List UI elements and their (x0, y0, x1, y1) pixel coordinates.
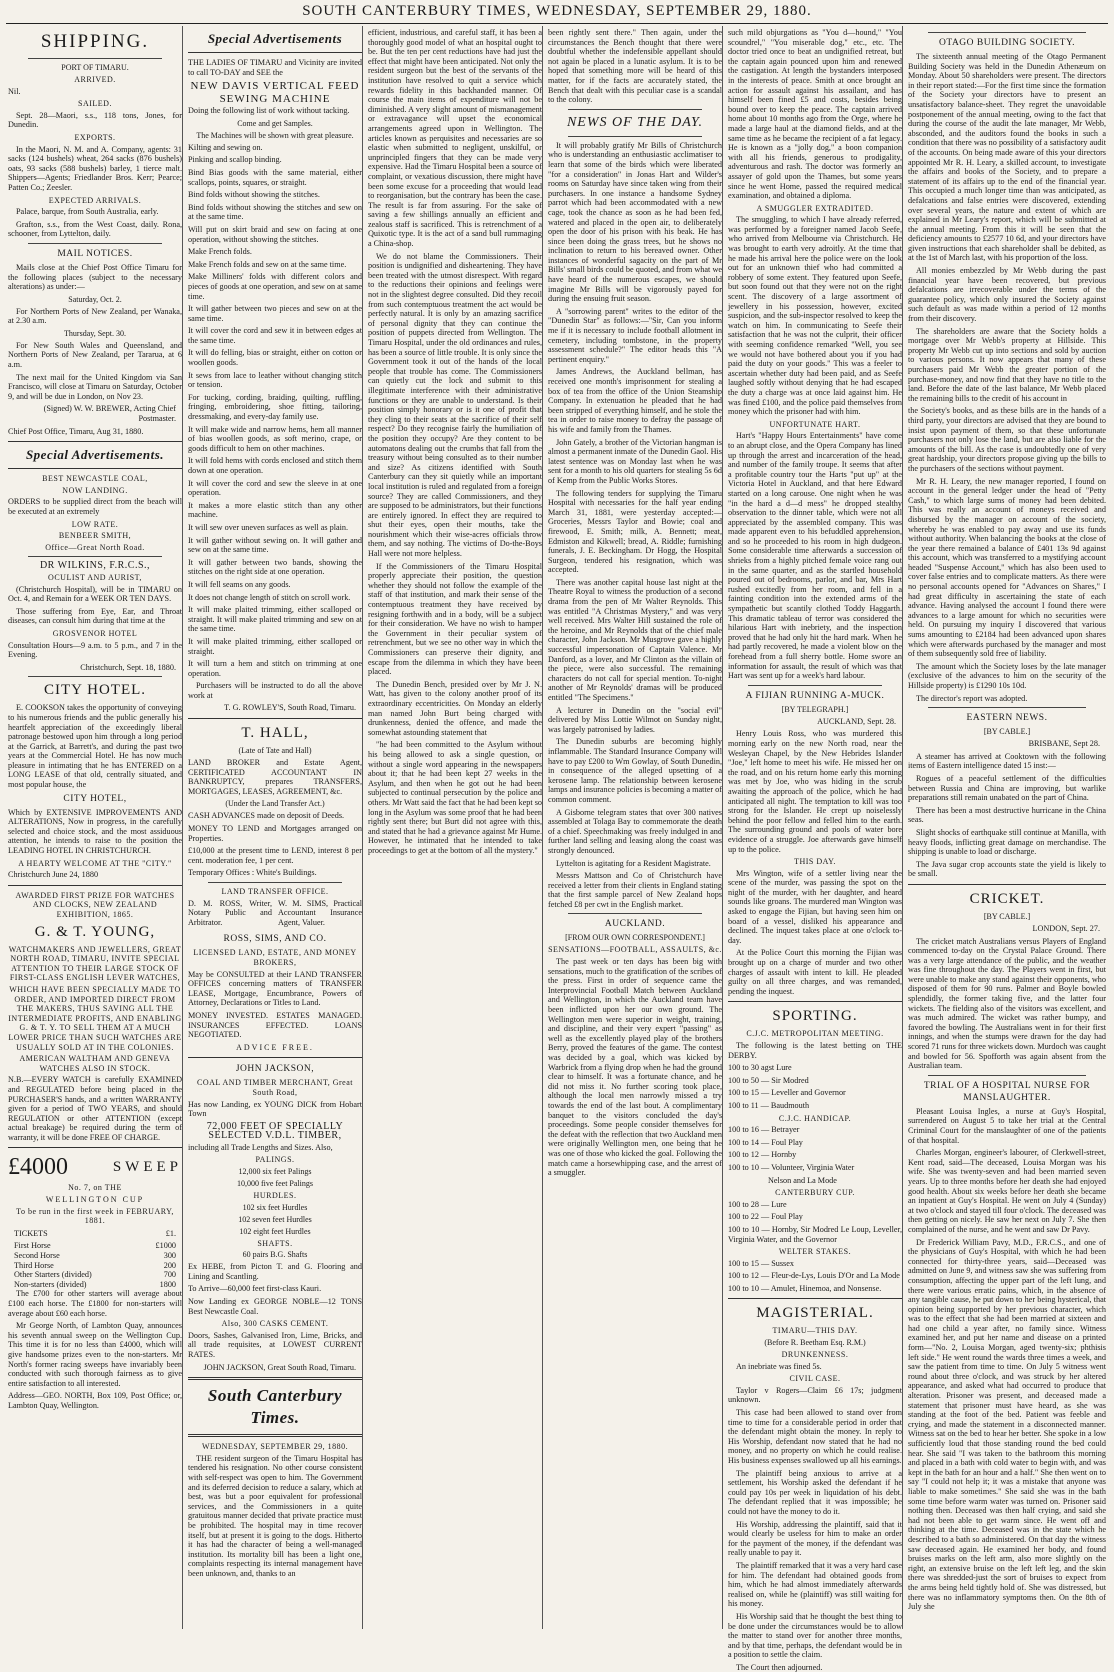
mail-text: For Northern Ports of New Zealand, per Wanaka, at 2.30 a.m. (8, 306, 182, 326)
jackson-hurdles-label: HURDLES. (253, 1191, 297, 1201)
prize-row (14, 1270, 176, 1280)
magisterial-sub: (Before R. Beetham Esq. R.M.) (764, 1338, 866, 1348)
divider (188, 52, 362, 53)
prize-value: 200 (163, 1260, 176, 1270)
coal-heading: BEST NEWCASTLE COAL, (42, 474, 148, 484)
otago-text: The shareholders are aware that the Society holds a mortgage over Mr Webb's property at Hillside. This property Mr Webb cut up into sections and sold by auction to various persons. It now appears that many of these purchasers paid Mr Webb the greater portion of the purchase-money, and now find that they have no title to the land. Before the date of the last balance, Mr Webb placed the remaining bills to the credit of his account in (908, 326, 1106, 403)
hotel-name: CITY HOTEL, (63, 793, 127, 804)
column-rule (722, 26, 723, 1629)
news-item: A "sorrowing parent" writes to the editor of the "Dunedin Star" as follows:—"Sir, Can you inform me if it is necessary to include football allotment in cemetery, including tombstone, in the property assessment schedule?" The editor heads this "A pertinent enquiry." (548, 306, 722, 364)
sweep-number: No. 7, on THE (68, 1183, 122, 1193)
fijian-dateline: AUCKLAND, Sept. 28. (817, 716, 896, 726)
jackson-item: 10,000 five feet Palings (237, 1179, 313, 1189)
land-transfer-heading: LAND TRANSFER OFFICE. (221, 887, 329, 896)
sweep-header (8, 1153, 182, 1181)
eastern-news-heading: EASTERN NEWS. (966, 713, 1048, 724)
sweep-run: To be run in the first week in FEBRUARY, 1881. (16, 1206, 174, 1226)
eastern-text: Rogues of a peaceful settlement of the difficulties between Russia and China are improving, but warlike preparations still remain unabated on the part of China. (908, 773, 1106, 803)
work-item: For tucking, cording, braiding, quilting, ruffling, fringing, embroidering, shoe fitting, tailoring, dressmaking, and every-day family use. (188, 392, 362, 422)
fijian-text: Henry Louis Ross, who was murdered this morning early on the new North road, near the Wesleyan Chapel, by the New Hebrides Islander "Joe," left home to meet his wife. He missed her on the road, and on his return home early this morning was met by Joe, who was hiding in the scrub awaiting the approach of the police, which he had anticipated all night. The temptation to kill was too strong for the Islander. He crept up noiselessly behind the poor fellow and felled him to the earth. The surrounding ground and pools of water bore evidence of a struggle. Joe afterwards gave himself up to the police. (728, 729, 902, 854)
court-text: His Worship, addressing the plaintiff, said that it would clearly be useless for him to make an order for the payment of the money, if the defendant was really unable to pay it. (728, 1519, 902, 1558)
work-list (188, 143, 362, 679)
court-text: An inebriate was fined 5s. (736, 1361, 822, 1371)
betting-line: 100 to 10 — Amulet, Hinemoa, and Nonsense. (728, 1283, 882, 1293)
ladies-sub: Come and get Samples. (237, 118, 313, 128)
doctor-hotel: GROSVENOR HOTEL (52, 628, 138, 638)
prize-value: 1800 (159, 1279, 176, 1289)
young-american: AMERICAN WALTHAM AND GENEVA WATCHES ALSO IN STOCK. (19, 1054, 171, 1073)
jackson-timber: 72,000 FEET OF SPECIALLY SELECTED V.D.L. TIMBER, (206, 1120, 344, 1142)
news-item: The Dunedin suburbs are becoming highly inflammable. The Standard Insurance Company will have to pay £200 to Wm Gowlay, of South Dunedin, in consequence of the alleged upsetting of a kerosene lamp. The relationship between kerosene lamps and insurance policies is becoming a matter of common comment. (548, 737, 722, 804)
divider (748, 685, 882, 686)
magisterial-sub: TIMARU—THIS DAY. (772, 1326, 858, 1336)
prize-row (14, 1280, 176, 1290)
doctor-text: (Christchurch Hospital), will be in TIMARU on Oct. 4, and Remain for a WEEK OR TEN DAYS. (8, 584, 182, 604)
nameplate: South Canterbury Times. (207, 1386, 343, 1428)
work-item: Make French folds. (188, 247, 252, 257)
news-item: James Andrews, the Auckland bellman, has received one month's imprisonment for stealing a box of tea from the office of the Union Steamship Company. In extenuation he pleaded that he had been stripped of everything himself, and he stole the tea in order to raise money to defray the passage of his wife and family from the Thames. (548, 367, 722, 434)
trial-text: Dr Frederick William Pavy, M.D., F.R.C.S., and one of the physicians of Guy's Hospital, with which he had been connected for thirty-three years, said—Deceased was admitted on June 9, and witness saw she was suffering from consumption, affecting the upper part of the left lung, and there were various erratic pains, which, in the absence of any tangible cause, he put down to her being hysterical, that opinion being supported by her previous character, which was to the effect that she had been married at sixteen and had one child a year after, no family since. Witness examined her, and put her name and disease on a printed form—"No. 2, Louisa Morgan, aged twenty-six; phthisis left side." He went round the wards three times a week, and saw the patient from time to time. On July 5 witness went round about three o'clock, and was struck by her altered appearance, and asked what had occurred to produce that alteration. Prisoner was present, and deceased made a statement that prisoner must have heard, as she was standing at the foot of the bed. Patient was feeble and crying, and made the statement in a disconnected manner. Witness sat on the bed to hear her better. She spoke in a low sufficiently loud that those standing round the bed could hear. She said "I was taken to the bathroom this morning and placed in a bath with cold water to begin with, and was kept in the bath for an hour and a half." She then went on to say "I could not help it; it was a mistake that anyone was liable to make sometimes." She said she was in the bath some time before warm water was turned on. Prisoner said nothing then. Deceased was then half crying, and said she had not been able to get warm since. He went off and thinking at the time. Deceased was in the state which he described to a bath so administered. On that day the witness saw deceased again. He examined her body, and found bruises marks on the left arm, also more slightly on the right, an extensive bruise on the left left leg, and the skin there was shredded-just the sort of bruises to expect from the arms being held tightly hold of. She was distressed, but there was no inflammatory symptoms then. On the 8th of July she (908, 1237, 1106, 1612)
divider (928, 1075, 1086, 1076)
prize-value: 700 (163, 1270, 176, 1280)
divider (8, 1147, 182, 1148)
jackson-item: 12,000 six feet Palings (238, 1167, 312, 1177)
cup-label: CANTERBURY CUP. (775, 1188, 855, 1198)
court-text: The plaintiff remarked that it was a very hard case for him. The defendant had obtained goods from him, which he had almost immediately afterwards realised on, while he (plaintiff) was still waiting for his money. (728, 1560, 902, 1609)
otago-text: The director's report was adopted. (916, 693, 1028, 703)
auckland-heading: AUCKLAND. (604, 919, 666, 930)
betting-line: 100 to 11 — Baudmouth (728, 1100, 810, 1110)
jackson-item: 102 seven feet Hurdles (238, 1214, 312, 1224)
sailed-text: Sept. 28—Maori, s.s., 118 tons, Jones, for Dunedin. (8, 110, 182, 130)
jackson-item: 102 six feet Hurdles (242, 1202, 308, 1212)
magisterial-heading: MAGISTERIAL. (756, 1305, 874, 1322)
betting-line: 100 to 10 — Hornby, Sir Modred Le Loup, Leveller, Virginia Water, and the Governor (728, 1224, 902, 1244)
auckland-text: The smuggling, to which I have already referred, was performed by a foreigner named Jacob Seefe, who arrived from Melbourne via Christchurch. He was brought to earth very adroitly. At the time that he made his arrival here the police were on the look out for an unknown thief who had committed a robbery of some extent. They featured upon Seefe, but soon found out that they were not on the right scent. The discovery of a large assortment of jewellery in his possession, however, excited suspicion, and the sub-inspector resolved to keep the watch on him. In communicating to Seefe their satisfaction that he was not the culprit, their officer with seeming confidence remarked "Well, you see we would not have bothered about you if you had paid the duty on your goods." This was a feeler to ascertain whether duty had been paid, and as Seefe laughed softly without denying that he had escaped the duty a charge was at once laid against him. He was fined £100, and the police paid themselves from money which the prisoner had with him. (728, 215, 902, 417)
ladies-signature: T. G. ROWLEY'S, South Road, Timaru. (224, 703, 356, 713)
hall-money: £10,000 at the present time to LEND, interest 8 per cent. moderation fee, 1 per cent. (188, 846, 362, 865)
editorial-text: efficient, industrious, and careful staff, it has been a thoroughly good model of what an hospital ought to be. But the ten per cent reductions have had just the effect that might have been anticipated. Not only the resident surgeon but the best of the servants of the institution have resolved to quit a service which rewards fidelity in this backhanded manner. Of course the main items of expenditure will not be diminished. A very slight amount of mismanagement or extravagance will upset the economical arrangements agreed upon in Wellington. The articles known as perquisites and necessaries are so elastic when submitted to negligent, unskilful, or unprincipled fingers that they can be made very expensive. Had the Timaru Hospital been a source of complaint, or vexatious discussion, there might have been some excuse for a proceeding that would lead to reorganisation, but the contrary has been the case. The result is far from assuring. For the sake of saving a few shillings annually an efficient and zealous staff is sacrificed. This is retrenchment of a Quixotic type. It is the act of a sand bull rummaging a China-shop. (368, 28, 542, 249)
divider (728, 1298, 902, 1299)
work-item: It will gather between two pieces and sew on at the same time. (188, 304, 362, 323)
eastern-text: The Java sugar crop accounts state the yield is likely to be small. (908, 859, 1106, 879)
young-nb: N.B.—EVERY WATCH is carefully EXAMINED and REGULATED before being placed in the PURCHASER'S hands, and a written WARRANTY given for a period of TWO YEARS, and should REGULATION or other ATTENTION (except actual breakage) be required during the term of warranty, it will be done FREE OF CHARGE. (8, 1075, 182, 1142)
cricket-heading: CRICKET. (969, 890, 1045, 907)
auckland-sub: [FROM OUR OWN CORRESPONDENT.] (565, 933, 705, 943)
auckland-text: The past week or ten days has been big with sensations, much to the gratification of the scribes of the press. First in order of sequence came the Interprovincial Football Match between Auckland and Wellington, in which the Auckland team have been inflicted upon her our own ground. The Wellington men were superior in weight, training, and discipline, and their very expert "passing" as well as the excellently played play of the brothers Berry, proved the features of the game. The contest was decided by a goal, which was kicked by Warbrick from a flying drop when he had the ground clear to himself. It was a fortunate chance, and he did not miss it. No further scoring took place, although the local men narrowly missed a try towards the end of the last bout. A complimentary banquet to the visitors concluded the day's proceedings. Some people consider themselves for the defeat with the reflection that two Auckland men were originally Wellington men, one being that he was one of those who kicked the goal. Following the match came a horsewhipping case, and the arrest of a smuggler. (548, 957, 722, 1178)
betting-line: 100 to 12 — Hornby (728, 1150, 797, 1160)
fijian-text: At the Police Court this morning the Fijian was brought up on a charge of murder and two other charges of assault with intent to kill. He pleaded guilty on all three charges, and was remanded, pending the inquest. (728, 948, 902, 996)
sweep-word: SWEEP (112, 1158, 182, 1175)
editorial-text: "he had been committed to the Asylum without his being allowed to ask a single question, or without a single word appearing in the newspapers about it; that he had been kept 27 weeks in the Asylum, and then when he got out he had been subjected to continual persecution by the police and others. Mr Watt said the fact that he had been kept so long in the Asylum was some proof that he had been rightly sent there; but Burt did not agree with this, and stated that he had a grievance against Mr Hume. However, he intimated that he intended to take proceedings to get at the bottom of all the mystery." (368, 740, 542, 855)
news-item: Messrs Mattson and Co of Christchurch have received a letter from their clients in England stating that the first sample parcel of New Zealand hops fetched £8 per cwt in the English market. (548, 871, 722, 909)
otago-text: The sixteenth annual meeting of the Otago Permanent Building Society was held in the Dunedin Athenæum on Monday. About 50 shareholders were present. The directors in their report stated:—For the first time since the formation of the Society your directors have to present an unsatisfactory balance-sheet. They regret the unavoidable postponement of the annual meeting, owing to the fact that during the course of the audit the late manager, Mr Webb, absconded, and the auditors found the books in such a condition that there was no possibility of a satisfactory audit of the accounts. On being made aware of this your directors appointed Mr R. H. Leary, a skilled account, to investigate the affairs and books of the Society, and to prepare a statement of its affairs up to the end of the financial year. This occupied a much longer time than was anticipated, as defalcations and false entries were discovered, extending over several years, the nature and extent of which are explained in Mr Leary's report, which will be submitted at the annual meeting. From this it will be seen that the deficiency amounts to £2577 10 6d, and your directors have given instructions that each shareholder shall be debited, as at the 1st of March last, with his proportion of the loss. (908, 52, 1106, 263)
mail-text: For New South Wales and Queensland, and Northern Ports of New Zealand, per Tararua, at 6 a.m. (8, 340, 182, 370)
work-item: It sews from lace to leather without changing stitch or tension. (188, 370, 362, 390)
work-item: It will cover the cord and sew the sleeve in at one operation. (188, 478, 362, 498)
court-text: The plaintiff being anxious to arrive at a settlement, his Worship asked the defendant if he could pay 10s per week in liquidation of his debt. The defendant replied that it was impossible; he could not have the money to do it. (728, 1468, 902, 1516)
masthead: SOUTH CANTERBURY TIMES, WEDNESDAY, SEPTEMBER 29, 1880. (302, 3, 812, 19)
coal-address: Office—Great North Road. (45, 542, 145, 552)
trial-heading: TRIAL OF A HOSPITAL NURSE FOR MANSLAUGHTER. (923, 1080, 1091, 1103)
sailed-label: SAILED. (78, 99, 112, 109)
jackson-item: 102 eight feet Hurdles (239, 1226, 311, 1236)
exports-text: In the Maori, N. M. and A. Company, agents: 31 sacks (124 bushels) wheat, 264 sacks (876 bushels) oats, 93 sacks (588 bushels) barley, 1 tierce malt. Shippers—Agents; Friedlander Bros. Kerr; Pearce; Patten Co.; Zeesler. (8, 144, 182, 192)
otago-building-society (908, 32, 1106, 403)
betting-line: 100 to 30 agst Lure (728, 1063, 792, 1073)
mail-signature: (Signed) W. W. BREWER, Acting Chief Postmaster. (43, 404, 176, 424)
welter-label: WELTER STAKES. (778, 1247, 852, 1257)
divider (188, 1434, 362, 1437)
betting-line: 100 to 22 — Foul Play (728, 1212, 803, 1222)
otago-text: Mr R. H. Leary, the new manager reported, I found on account in the general ledger under the head of "Petty Cash," to which large sums of money had been debited. This was really an account of moneys received and disbursed by the manager on account of the society, whereby he was enabled to pay away and use its funds without authority. When balancing the books at the close of the year there remained a balance of £401 13s 9d against this account, which was transferred to a mystifying account headed "Suspense Account," which has also been used to cover false entries and to complicate matters. As there were no personal accounts opened for "Advances on Shares," I had great difficulty in ascertaining the state of each advance. Having analysed the account I found there were advances to a large amount for which no securities were held. On pursuing my inquiry I discovered that various sums amounting to £2184 had been advanced upon shares which were afterwards purchased by the manager and most of them subsequently sold free of liability. (908, 476, 1106, 659)
column-rule (902, 26, 903, 1629)
work-item: Pinking and scallop binding. (188, 155, 282, 165)
auckland-caps: SENSATIONS—FOOTBALL, ASSAULTS, &c. (548, 945, 722, 955)
ladies-text: Doing the following list of work without tacking. (188, 106, 350, 116)
betting-line: 100 to 16 — Betrayer (728, 1125, 800, 1135)
ladies-footer: Purchasers will be instructed to do all the above work at (188, 681, 362, 700)
ladies-sub: The Machines will be shown with great pleasure. (196, 130, 354, 140)
divider (728, 1001, 902, 1002)
handicap-label: C.J.C. HANDICAP. (778, 1113, 852, 1123)
work-item: It will make wide and narrow hems, hem all manner of bias woollen goods, as soft merino, crape, or goods difficult to hem on other machines. (188, 424, 362, 453)
sporting-text: The following is the latest betting on THE DERBY. (728, 1041, 902, 1060)
unfortunate-heading: UNFORTUNATE HART. (769, 419, 861, 429)
divider (208, 882, 342, 883)
eastern-dateline: BRISBANE, Sept 28. (1028, 739, 1100, 749)
mail-date: Saturday, Oct. 2. (68, 294, 122, 304)
work-item: Make Milliners' folds with different colors and pieces of goods at one operation, and sew on at same time. (188, 272, 362, 301)
mail-text: Mails close at the Chief Post Office Timaru for the following places (subject to the necessary alterations) as under:— (8, 262, 182, 292)
hotel-welcome: A HEARTY WELCOME AT THE "CITY." (18, 858, 172, 868)
prize-label: First Horse (14, 1241, 51, 1251)
work-item: It will make plaited trimming, either scalloped or straight. (188, 636, 362, 656)
cricket-dateline: LONDON, Sept. 27. (1032, 923, 1100, 933)
sweep-cup: WELLINGTON CUP (45, 1195, 145, 1205)
award-heading: AWARDED FIRST PRIZE FOR WATCHES AND CLOCKS, NEW ZEALAND EXHIBITION, 1865. (15, 890, 175, 919)
column-rule (542, 26, 543, 1629)
editorial-text: The Dunedin Bench, presided over by Mr J. N. Watt, has given to the colony another proof of its extraordinary eccentricities. On Monday an elderly man named John Burt being charged with drunkenness, denied the offence, and made the somewhat astounding statement that (368, 679, 542, 737)
coal-rate: LOW RATE. (71, 519, 119, 529)
divider (8, 885, 182, 886)
arrived-text: Nil. (8, 86, 21, 96)
court-text: This case had been allowed to stand over from time to time for a considerable period in order that the defendant might obtain the money. In reply to His Worship, defendant now stated that he had no money, and no property on which he could realise. His business expenses swallowed up all his earnings. (728, 1408, 902, 1465)
prize-value: £1000 (155, 1241, 176, 1251)
eastern-text: Slight shocks of earthquake still continue at Manilla, with heavy floods, inflicting great damage on merchandise. The shipping is unable to load or discharge. (908, 827, 1106, 857)
drunkenness-label: DRUNKENNESS. (781, 1350, 849, 1360)
ross-text: May be CONSULTED at their LAND TRANSFER OFFICES concerning matters of TRANSFER LEASE, Mortgage, Encumbrance, Powers of Attorney, Declarations or Titles to Land. (188, 969, 362, 1008)
hotel-date: Christchurch June 24, 1880 (8, 870, 99, 880)
divider (188, 1057, 362, 1058)
prize-row (14, 1241, 176, 1251)
editorial-text: We do not blame the Commissioners. Their position is undignified and disheartening. They have been treated with the utmost disrespect. With regard to the reductions their opinions and feelings were not in the slightest degree consulted. Did they recoil from such contemptuous treatment the act would be perfectly natural. It is only by an amazing sacrifice of personal dignity that they can continue the position of puppets directed from Wellington. The Timaru Hospital, under the old ordinances and rules, has been a source of little trouble. It is only since the Government took it out of the hands of the local people that trouble has come. The Commissioners can quietly cut the lock and submit to this illegitimate interference with their administrative functions or they are unable to understand. Is their position simply honorary or is it one of profit that they cling to their seats at the sacrifice of their self respect? Do they recognise fairly the humiliation of the position they occupy? Are they content to be automatons dealing out the crumbs that fall from the treasury without being consulted as to their number and size? As citizens identified with South Canterbury can they sit quietly while an important local institution is ruled and regulated from a foreign source? They are called Commissioners, and they are supposed to be administrators, but their functions are entirely ignored. In effect they are required to shut their eyes, open their mouths, take the nourishment which their wise-acres officials throw them, and say nothing. The victims of Do-the-Boys Hall were not more helpless. (368, 251, 542, 559)
news-item: There was another capital house last night at the Theatre Royal to witness the production of a second drama from the pen of Mr Walter Reynolds. This was entitled "A Christmas Mystery," and was very well received. Mrs Walter Hill sustained the role of the heroine, and Mr Reynolds that of the chief male character, John Jackson. Mr Musgrove gave a highly successful impersonation of Captain Valence. Mr Danford, as a lover, and Mr Clinton as the villain of the piece, were also successful. The remaining characters do not call for special mention. To-night another of Mr Reynolds' dramas will be produced entitled "The Specimens." (548, 577, 722, 702)
divider (928, 32, 1086, 33)
arrived-label: ARRIVED. (74, 75, 116, 84)
masthead-rule (6, 23, 1108, 24)
jackson-shafts-label: SHAFTS. (257, 1238, 293, 1248)
coal-name: BENBEER SMITH, (58, 531, 132, 541)
otago-text: The amount which the Society loses by the late manager (exclusive of the advances to him on the security of the Hillside property) is £1290 10s 10d. (908, 661, 1106, 690)
special-ads-heading: Special Advertisements. (25, 447, 165, 463)
column-rule (362, 26, 363, 1629)
jackson-heading: JOHN JACKSON, (235, 1064, 315, 1075)
divider (928, 707, 1086, 708)
betting-line: 100 to 10 — Volunteer, Virginia Water (728, 1162, 855, 1172)
hall-sub: (Late of Tate and Hall) (238, 746, 312, 756)
jackson-cement: Also, 300 CASKS CEMENT. (221, 1319, 329, 1329)
otago-text: the Society's books, and as these bills are in the hands of a third party, your directors are advised that they are bound to insist upon payment of them, so that these unfortunate purchasers not only lose the land, but are also liable for the amounts of the bill. As the case is undoubtedly one of very great hardship, your directors propose giving up the bills to the purchasers of the sections without payment. (908, 406, 1106, 473)
doctor-text: Those suffering from Eye, Ear, and Throat diseases, can consult him during that time at the (8, 606, 182, 626)
ross-text: LICENSED LAND, ESTATE, AND MONEY BROKERS, (193, 948, 357, 967)
news-of-the-day-heading: NEWS OF THE DAY. (566, 114, 704, 130)
ladies-text: THE LADIES OF TIMARU and Vicinity are invited to call TO-DAY and SEE the (188, 58, 362, 77)
otago-text: All monies embezzled by Mr Webb during the past financial year have been recovered, but previous defalcations are irrecoverable under the terms of the guarantee policy, which only insured the Society against such default as was made within a period of 12 months from their discovery. (908, 266, 1106, 324)
doctor-heading: DR WILKINS, F.R.C.S., (39, 560, 151, 572)
hall-money: MONEY TO LEND and Mortgages arranged on Properties. (188, 824, 362, 843)
sweep-address: Address—GEO. NORTH, Box 109, Post Office; or, Lambton Quay, Wellington. (8, 1391, 182, 1410)
jackson-text: Has now Landing, ex YOUNG DICK from Hobart Town (188, 1099, 362, 1119)
betting-line: 100 to 12 — Fleur-de-Lys, Louis D'Or and La Mode (728, 1271, 900, 1281)
betting-line: Nelson and La Mode (768, 1175, 837, 1185)
jackson-text: Ex HEBE, from Picton T. and G. Flooring and Lining and Scantling. (188, 1262, 362, 1281)
auckland-text: Hart's "Happy Hours Entertainments" have come to an abrupt close, and the Opera Company has lined up through the arrest and incarceration of the head, and number of the family troupe. It seems that after a profitable country tour the Harts "put up" at the Victoria Hotel in Auckland, and that here Edward started on a long carouse. One night when he was "in the hard a d—d mess" he dropped stealthy observation to the dinner table, which were not all appreciated by the assembled company. This was made apparent even to his befuddled apprehension, and so he proceeded to his room in high dudgeon. Some considerable time afterwards a succession of shrieks from a highly pitched female voice rang out in the same quarter, and as the startled household poured out of bedrooms, parlor, and bar, Mrs Hart rushed excitedly from her room, and fell in a fainting condition into the extended arms of the sympathetic but scantily clothed Toddy Haggarth. This dramatic tableau of terror was considered the hilarious Hart with inebriety, and the inspection proved that he had only hit the hard mark. When he had partly recovered, he made a violent blow on the forehead from a full sherry bottle. Home swore an information for assault, the result of which was that Hart was sent up for a week's hard labour. (728, 431, 902, 681)
divider (568, 136, 702, 137)
hotel-text: E. COOKSON takes the opportunity of conveying to his numerous friends and the public generally his heartfelt appreciation of the exceedingly liberal patronage bestowed upon him through a long period at the Garrick, at Barrett's, and during the past two years at the Commercial Hotel. He has now much pleasure in intimating that he has ENTERED on a LONG LEASE of that old, centrally situated, and most popular house, the (8, 703, 182, 790)
work-item: Bind Bias goods with the same material, either scallops, points, squares, or straight. (188, 167, 362, 187)
doctor-sub: OCULIST AND AURIST, (48, 572, 142, 582)
column-6 (908, 28, 1106, 1628)
eastern-text: There has been a most destructive hurricane in the China seas. (908, 805, 1106, 825)
ross-sims-partners (188, 899, 362, 931)
civil-case-label: CIVIL CASE. (789, 1374, 841, 1384)
tickets-label: TICKETS (14, 1228, 48, 1238)
jackson-text: Now Landing ex GEORGE NOBLE—12 TONS Best Newcastle Coal. (188, 1297, 362, 1316)
column-3 (368, 28, 542, 1628)
betting-line: 100 to 28 — Lure (728, 1199, 787, 1209)
sweep-text: Mr George North, of Lambton Quay, announces his seventh annual sweep on the Wellington Cup. This time it is for no less than £4000, which will give handsome prizes even to the non-starters. Mr North's former racing sweeps have invariably been conducted with such thorough fairness as to give entire satisfaction to all interested. (8, 1321, 182, 1388)
prize-value: 300 (163, 1251, 176, 1261)
tickets-value: £1. (165, 1228, 176, 1238)
mail-text: The next mail for the United Kingdom via San Francisco, will close at Timaru on Saturday, October 9, and will be due in London, on Nov 23. (8, 372, 182, 401)
prize-label: Non-starters (divided) (14, 1279, 87, 1289)
coal-text: ORDERS to be supplied direct from the beach will be executed at an extremely (8, 497, 182, 516)
divider (188, 1377, 362, 1380)
prize-label: Second Horse (14, 1251, 60, 1261)
fijian-heading: A FIJIAN RUNNING A-MUCK. (745, 690, 885, 701)
work-item: Bind folds without showing the stitches and sew on at the same time. (188, 202, 362, 222)
jackson-palings-label: PALINGS. (255, 1155, 295, 1165)
doctor-hours: Consultation Hours—9 a.m. to 5 p.m., and 7 in the Evening. (8, 640, 182, 660)
young-heading: G. & T. YOUNG, (34, 923, 156, 940)
work-item: Make French folds and sew on at the same time. (188, 259, 347, 269)
betting-line: 100 to 14 — Foul Play (728, 1137, 803, 1147)
work-item: It will fell seams on any goods. (188, 579, 291, 589)
cricket-text: The cricket match Australians versus Players of England commenced to-day on the Crystal Palace Ground. There was a very large attendance of the public, and the weather was fine throughout the day. The Players went in first, but were unable to make any stand against their opponents, who disposed of them for 90 runs. Palmer and Boyle bowled splendidly, the former taking five, and the latter four wickets. The fielding also of the visitors was excellent, and was much admired. The wicket was rather bumpy, and favored the bowling. The Australians went in for their first innings, and when the stumps were drawn for the day had scored 71 runs for three wickets down. Murdoch was caught and bowled for 56. Spofforth was again absent from the Australian team. (908, 936, 1106, 1071)
jackson-sub: COAL AND TIMBER MERCHANT, Great South Road, (196, 1078, 353, 1097)
exports-label: EXPORTS. (74, 132, 116, 142)
article-text: been rightly sent there." Then again, under the circumstances the Bench thought that there were doubtful whether the indefensible appellant should not again be placed in a lunatic asylum. It is to be hoped that something more will be heard of this matter, for if the facts are accurately stated, the Bench that dealt with this peculiar case is a scandal to the colony. (548, 28, 722, 105)
court-text: His Worship said that he thought the best thing to be done under the circumstances would be to allow the matter to stand over for another three months, and by that time, perhaps, the defendant would be in a position to settle the claim. (728, 1611, 902, 1660)
this-day-heading: THIS DAY. (794, 857, 836, 867)
jackson-signature: JOHN JACKSON, Great South Road, Timaru. (203, 1362, 356, 1372)
news-item: John Gately, a brother of the Victorian hangman is almost a permanent inmate of the Dunedin Gaol. His latest sentence was on Monday last when he was sent for a month to his old quarters for stealing 5s 6d of Kemp from the Public Works Stores. (548, 437, 722, 485)
young-sub: WATCHMAKERS AND JEWELLERS, GREAT NORTH ROAD, TIMARU, INVITE SPECIAL ATTENTION TO THEIR LARGE STOCK OF FIRST-CLASS ENGLISH LEVER WATCHES, (8, 944, 182, 983)
auckland-text: such mild objurgations as "You d—hound," "You scoundrel," "You miserable dog," etc., etc. The doctor tried once to beat an undignified retreat, but the captain again pounced upon him and renewed the castigation. At length the bystanders interposed in the interests of peace. Smith at once brought an action for assault against his assailant, and has himself been fined £5 and costs, besides being bound over to keep the peace. The captain arrived home about 10 months ago from the Orge, where he made a large haul at the diamond fields, and at the same time as he became the recipient of a fat legacy. He is known as a "jolly dog," a boon companion with all his friends, generous to prodigality, adventurous and rash. The doctor was formerly an assayer of gold upon the Thames, but some years since he went Home, passed the required medical examination, and obtained a diploma. (728, 28, 902, 201)
work-item: It does not change length of stitch on scroll work. (188, 592, 351, 602)
work-item: It makes a more elastic stitch than any other machine. (188, 500, 362, 520)
divider (28, 676, 162, 677)
column-5 (728, 28, 902, 1672)
ross-free: ADVICE FREE. (236, 1042, 314, 1052)
sewing-machine-heading: NEW DAVIS VERTICAL FEED SEWING MACHINE (190, 80, 360, 106)
divider (28, 58, 162, 59)
mail-date: Thursday, Sept. 30. (64, 328, 126, 338)
column-1 (8, 28, 182, 1628)
hall-offices: Temporary Offices : White's Buildings. (188, 868, 317, 878)
divider (8, 441, 182, 442)
eastern-text: A steamer has arrived at Cooktown with the following items of Eastern intelligence dated 15 inst:— (908, 751, 1106, 771)
expected-text: Palace, barque, from South Australia, early. (16, 207, 159, 217)
work-item: It will fold hems with cords enclosed and stitch them down at one operation. (188, 456, 362, 475)
divider (188, 718, 362, 719)
trial-text: Pleasant Louisa Ingles, a nurse at Guy's Hospital, surrendered on August 5 to take her trial at the Central Criminal Court for the manslaughter of one of the patients of that hospital. (908, 1106, 1106, 1145)
shipping-heading: SHIPPING. (40, 31, 150, 52)
mail-signature-place: Chief Post Office, Timaru, Aug 31, 1880. (8, 426, 144, 436)
work-item: It will cover the cord and sew it in between edges at the same time. (188, 326, 362, 345)
divider (908, 884, 1106, 885)
prize-label: Third Horse (14, 1260, 54, 1270)
special-ads-heading: Special Advertisements (207, 31, 343, 46)
column-rule (182, 26, 183, 1629)
court-text: The Court then adjourned. (736, 1662, 823, 1672)
betting-line: 100 to 15 — Leveller and Governor (728, 1088, 846, 1098)
court-text: Taylor v Rogers—Claim £6 17s; judgment unknown. (728, 1385, 902, 1405)
betting-line: 100 to 50 — Sir Modred (728, 1075, 809, 1085)
ross-heading: ROSS, SIMS, AND CO. (223, 934, 327, 945)
coal-sub: NOW LANDING. (62, 485, 128, 495)
prize-label: Other Starters (divided) (14, 1270, 92, 1280)
tickets-row (14, 1229, 176, 1239)
divider (568, 913, 702, 914)
doctor-place: Christchurch, Sept. 18, 1880. (80, 662, 176, 672)
news-item: Lyttelton is agitating for a Resident Magistrate. (556, 858, 711, 868)
hall-text: LAND BROKER and Estate Agent, CERTIFICATED ACCOUNTANT IN BANKRUPTCY, prepares TRANSFERS, MORTGAGES, LEASES, AGREEMENT, &c. (188, 758, 362, 796)
work-item: It will gather without sewing on. It will gather and sew on at the same time. (188, 535, 362, 555)
expected-label: EXPECTED ARRIVALS. (48, 195, 142, 205)
expected-text: Grafton, s.s., from the West Coast, daily. Rona, schooner, from Lyttelton, daily. (8, 219, 182, 239)
hall-heading: T. HALL, (241, 725, 309, 742)
divider (568, 109, 702, 110)
news-item: It will probably gratify Mr Bills of Christchurch who is understanding an enthusiastic acclimatiser to learn that some of the birds which were liberated "for a consideration" in Jonas Hart and Wilder's rooms on Saturday have since taken wing from their purchasers. In one instance a handsome Sydney parrot which had been accommodated with a new cage, took the chance as soon as he had been fed, watered and placed in the open air, to deliberately open the door of his prison with his beak. He has since been doing the grass trees, but he shows no inclination to return to his bereaved owner. Other instances of wonderful sagacity on the part of Mr Bills' small birds could be quoted, and from what we have heard of the numerous escapes, we should imagine Mr Bills will be vigorously payed for during the ensuing fruit season. (548, 140, 722, 304)
sweep-amount: £4000 (8, 1154, 68, 1181)
eastern-sub: [BY CABLE.] (983, 727, 1031, 737)
news-item: A lecturer in Dunedin on the "social evil" delivered by Miss Lottie Wilmot on Sunday night, was largely patronised by ladies. (548, 705, 722, 734)
sporting-sub: C.J.C. METROPOLITAN MEETING. (746, 1029, 884, 1039)
nameplate-date: WEDNESDAY, SEPTEMBER 29, 1880. (201, 1442, 349, 1452)
hall-text: CASH ADVANCES made on deposit of Deeds. (188, 811, 345, 821)
hotel-text: Which by EXTENSIVE IMPROVEMENTS AND ALTERATIONS, Now in progress, in the carefully selected and choice stock, and the most assiduous attention, he intends to raise to the position the LEADING HOTEL IN CHRISTCHURCH. (8, 807, 182, 856)
editorial-text: If the Commissioners of the Timaru Hospital properly appreciate their position, the question whether they should not follow the example of the staff of that institution, and mark their sense of the contemptuous treatment they have received by resigning forthwith and in a body, will be a subject for their consideration. We have no wish to hamper the Government in their peculiar system of retrenchment, but we see no other way in which the Commissioners can preserve their dignity, and escape from the dilemma in which they have been placed. (368, 561, 542, 677)
ross-left: D. M. ROSS, Writer, Notary Public and Arbitrator. (188, 898, 272, 927)
work-item: It will turn a hem and stitch on trimming at one operation. (188, 659, 362, 678)
mail-notices-heading: MAIL NOTICES. (57, 248, 133, 259)
fijian-sub: [BY TELEGRAPH.] (781, 704, 849, 714)
news-item: A Gisborne telegram states that over 300 natives assembled at Tolaga Bay to commemorate the death of a chief. Speechmaking was freely indulged in and further land selling and leasing along the coast was strongly denounced. (548, 807, 722, 855)
work-item: It will sew over uneven surfaces as well as plain. (188, 522, 349, 532)
ross-text: MONEY INVESTED. ESTATES MANAGED. INSURANCES EFFECTED. LOANS NEGOTIATED. (188, 1010, 362, 1040)
jackson-item: 60 pairs B.G. Shafts (242, 1250, 308, 1260)
column-2 (188, 28, 362, 1628)
jackson-text: To Arrive—60,000 feet first-class Kauri. (188, 1284, 322, 1294)
prize-row (14, 1251, 176, 1261)
news-item: The following tenders for supplying the Timaru Hospital with necessaries for the half year ending March 31, 1881, were yesterday accepted:—Groceries, Messrs Taylor and Bowie; coal and firewood, E. Smith; milk, A. Bennett; meat, Edmiston and Kikwell; bread, A. Riddle; furnishing funerals, J. E. Beckingham. Dr Hogg, the Hospital Surgeon, tendered his resignation, which was accepted. (548, 488, 722, 575)
jackson-text: including all Trade Lengths and Sizes. Also, (188, 1142, 333, 1152)
divider (28, 556, 162, 557)
work-item: Will put on skirt braid and sew on facing at one operation, without showing the stitches. (188, 224, 362, 244)
smuggler-heading: A SMUGGLER EXTRADITED. (756, 203, 874, 213)
port-heading: PORT OF TIMARU. (61, 63, 129, 72)
betting-line: 100 to 15 — Sussex (728, 1258, 794, 1268)
cricket-sub: [BY CABLE.] (983, 911, 1031, 921)
sweep-text: The £700 for other starters will average about £100 each horse. The £1800 for non-starters will average about £60 each horse. (8, 1289, 182, 1318)
column-4 (548, 28, 722, 1628)
prize-row (14, 1261, 176, 1271)
prize-table (14, 1241, 176, 1289)
divider (8, 468, 182, 469)
fijian-text: Mrs Wington, wife of a settler living near the scene of the murder, was passing the spot on the night of the murder, with her daughter, and heard sounds like groans. The murdered man Wington was asked to engage the Fijian, but having seen him on board of a vessel, disliked his appearance and declined. The inquest takes place at one o'clock to-day. (728, 868, 902, 945)
trial-text: Charles Morgan, engineer's labourer, of Clerkwell-street, Kent road, said—The deceased, Louisa Morgan was his wife. She was twenty-seven and had been married seven years. Up to three months before her death she had enjoyed good health. About six weeks before her death she became an inpatient at Guy's Hospital. He went on July 4 (Sunday) at two o'clock and stayed till four o'clock. The deceased was then getting on nicely. He saw her next on July 7. She then complained of the nurse, and he went and saw Dr Pavy. (908, 1148, 1106, 1234)
hall-text: (Under the Land Transfer Act.) (225, 799, 325, 809)
work-item: Kilting and sewing on. (188, 142, 263, 152)
city-hotel-heading: CITY HOTEL. (43, 682, 147, 699)
work-item: It will gather between two bands, showing the stitches on the right side at one operation. (188, 557, 362, 577)
work-item: It will make plaited trimming, either scalloped or straight. It will make plaited trimming and sew on at the same time. (188, 605, 362, 634)
divider (28, 243, 162, 244)
work-item: Bind folds without showing the stitches. (188, 190, 320, 200)
work-item: It will do felling, bias or straight, either on cotton or woollen goods. (188, 348, 362, 368)
otago-heading: OTAGO BUILDING SOCIETY. (939, 38, 1075, 48)
ross-right: W. M. SIMS, Practical Accountant Insurance Agent, Valuer. (278, 898, 362, 927)
young-text: WHICH HAVE BEEN SPECIALLY MADE TO ORDER, AND IMPORTED DIRECT FROM THE MAKERS, THUS SAVING ALL THE INTERMEDIATE PROFITS, AND ENABLING G. & T. Y. TO SELL THEM AT A MUCH LOWER PRICE THAN SUCH WATCHES ARE USUALLY SOLD AT IN THE COLONIES. (8, 984, 182, 1052)
editorial-text: THE resident surgeon of the Timaru Hospital has tendered his resignation. No other course consistent with self-respect was open to him. The Government and its deferred decision to reduce a salary, which at best, was but a poor equivalent for professional services, and the Commissioners in a quite gratuitous manner decided that private practice must be prohibited. The hospital may in time recover itself, but at present it is going to the dogs. Hitherto it has had the character of being a well-managed institution. Its mortality bill has been a light one, complaints respecting its internal management have been unknown, and, thanks to an (188, 1453, 362, 1578)
jackson-text: Doors, Sashes, Galvanised Iron, Lime, Bricks, and all trade requisites, at LOWEST CURRENT RATES. (188, 1330, 362, 1359)
sporting-heading: SPORTING. (772, 1008, 858, 1025)
